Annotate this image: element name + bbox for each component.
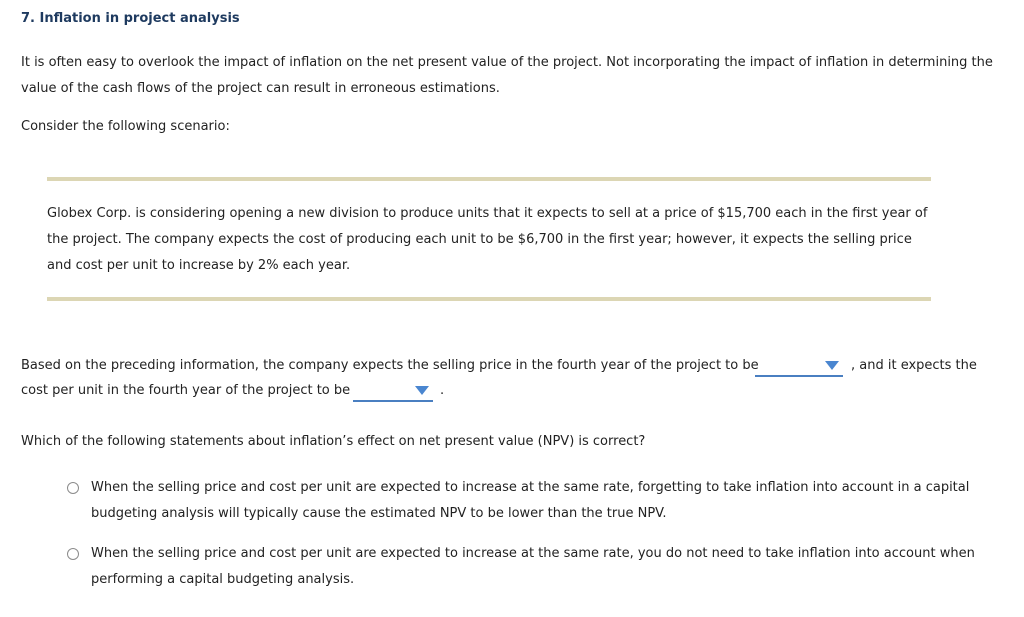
question2-prompt: Which of the following statements about inflation’s effect on net present value (NPV) is correct? [21, 434, 646, 449]
intro-text-line-2: value of the cash flows of the project can result in erroneous estimations. [21, 81, 500, 96]
scenario-text-line-2: the project. The company expects the cost of producing each unit to be $6,700 in the first year; however, it expects the selling price [47, 232, 912, 247]
question1-text-part1: Based on the preceding information, the company expects the selling price in the fourth year of the project to be [21, 358, 759, 373]
chevron-down-icon [415, 386, 429, 395]
question-title: 7. Inflation in project analysis [21, 11, 240, 26]
question1-text-part4: . [440, 383, 445, 398]
question1-text-part3: cost per unit in the fourth year of the project to be [21, 383, 351, 398]
option-2-radio[interactable] [67, 548, 79, 560]
intro-text-line-1: It is often easy to overlook the impact of inflation on the net present value of the project. Not incorporating the impact of inflation in determining the [21, 55, 993, 70]
scenario-top-divider [47, 177, 931, 181]
option-2-text-line-1[interactable]: When the selling price and cost per unit are expected to increase at the same rate, you do not need to take inflation into account when [91, 546, 975, 561]
scenario-bottom-divider [47, 297, 931, 301]
scenario-text-line-1: Globex Corp. is considering opening a new division to produce units that it expects to sell at a price of $15,700 each in the first year of [47, 206, 928, 221]
chevron-down-icon [825, 361, 839, 370]
question1-text-part2: , and it expects the [851, 358, 977, 373]
option-1-text-line-2[interactable]: budgeting analysis will typically cause the estimated NPV to be lower than the true NPV. [91, 506, 667, 521]
option-1-radio[interactable] [67, 482, 79, 494]
selling-price-year4-dropdown[interactable] [755, 357, 843, 377]
scenario-text-line-3: and cost per unit to increase by 2% each year. [47, 258, 351, 273]
option-2-text-line-2[interactable]: performing a capital budgeting analysis. [91, 572, 355, 587]
consider-text: Consider the following scenario: [21, 119, 230, 134]
option-1-text-line-1[interactable]: When the selling price and cost per unit are expected to increase at the same rate, forgetting to take inflation into account in a capital [91, 480, 970, 495]
cost-per-unit-year4-dropdown[interactable] [353, 382, 433, 402]
